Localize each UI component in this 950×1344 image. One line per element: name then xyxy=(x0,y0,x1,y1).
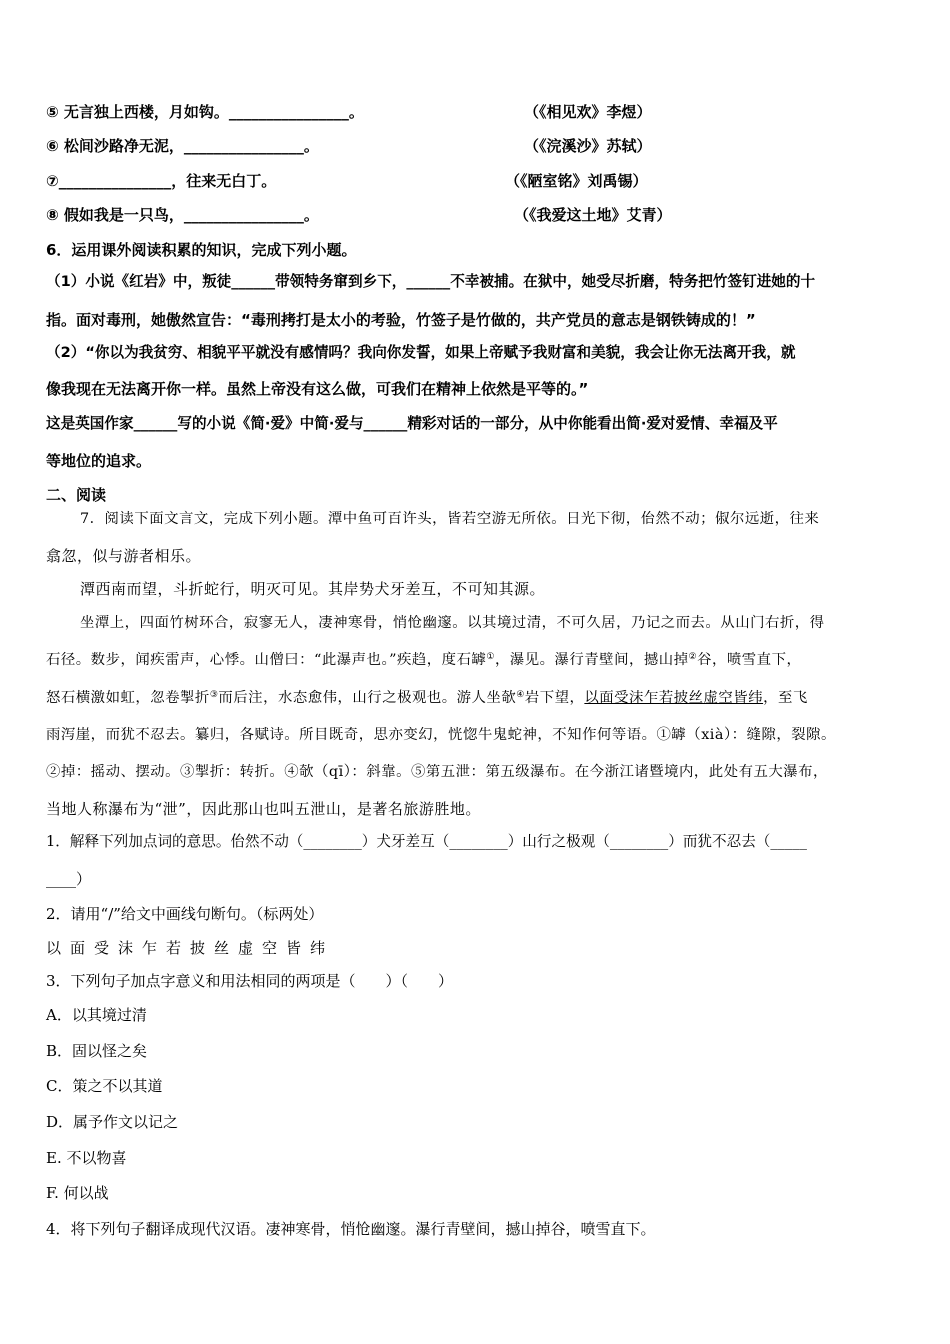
passage-para3-line5: ②掉：摇动、摆动。③掣折：转折。④欹（qī）：斜靠。⑤第五泄：第五级瀑布。在今浙江诸暨境内，此处有五大瀑布， xyxy=(46,764,828,780)
passage-text: 怒石横激如虹，忽卷掣折 xyxy=(46,690,210,706)
option-f: F. 何以战 xyxy=(46,1184,109,1202)
footnote-marker: ④ xyxy=(516,690,525,700)
passage-text: 谷，喷雪直下， xyxy=(697,652,802,668)
q6-part3-line2: 等地位的追求。 xyxy=(46,452,152,470)
footnote-marker: ① xyxy=(486,652,495,662)
passage-text: 岩下望， xyxy=(524,690,585,706)
option-b: B．固以怪之矣 xyxy=(46,1042,148,1060)
question-1-line2: ____） xyxy=(46,870,92,888)
question-1-line1: 1．解释下列加点词的意思。佁然不动（________）犬牙差互（________）山行之极观（________）而犹不忍去（_____ xyxy=(46,833,807,850)
passage-text: 石径。数步，闻疾雷声，心悸。山僧曰：“此瀑声也。”疾趋，度石罅 xyxy=(46,652,487,668)
poem-source-7: （《陋室铭》刘禹锡） xyxy=(505,172,648,190)
poem-line-7: ⑦_______________，往来无白丁。 xyxy=(46,172,277,190)
passage-para3-line3 xyxy=(46,688,808,708)
option-c: C．策之不以其道 xyxy=(46,1077,163,1095)
poem-line-8: ⑧ 假如我是一只鸟，________________。 xyxy=(46,206,319,224)
question-2-sentence: 以面受沫乍若披丝虚空皆纬 xyxy=(46,939,335,957)
passage-text: 而后注，水态愈伟，山行之极观也。游人坐欹 xyxy=(218,690,517,706)
poem-source-6: （《浣溪沙》苏轼） xyxy=(524,137,652,155)
footnote-marker: ③ xyxy=(209,690,219,700)
passage-para3-line6: 当地人称瀑布为“泄”，因此那山也叫五泄山，是著名旅游胜地。 xyxy=(46,800,481,818)
q6-part1-line2: 指。面对毒刑，她傲然宣告：“毒刑拷打是太小的考验，竹签子是竹做的，共产党员的意志是钢铁铸成的！” xyxy=(46,311,756,329)
option-a: A．以其境过清 xyxy=(46,1006,147,1024)
poem-source-5: （《相见欢》李煜） xyxy=(524,103,652,121)
passage-para2: 潭西南而望，斗折蛇行，明灭可见。其岸势犬牙差互，不可知其源。 xyxy=(80,580,546,598)
poem-source-8: （《我爱这土地》艾青） xyxy=(514,206,672,224)
passage-para3-line1: 坐潭上，四面竹树环合，寂寥无人，凄神寒骨，悄怆幽邃。以其境过清，不可久居，乃记之而去。从山门右折，得 xyxy=(80,615,825,631)
question-4: 4．将下列句子翻译成现代汉语。凄神寒骨，悄怆幽邃。瀑行青壁间，撼山掉谷，喷雪直下。 xyxy=(46,1220,656,1238)
option-d: D．属予作文以记之 xyxy=(46,1113,179,1131)
q7-intro-line2: 翕忽，似与游者相乐。 xyxy=(46,547,202,565)
section-heading-reading: 二、阅读 xyxy=(46,486,107,504)
poem-line-6: ⑥ 松间沙路净无泥，________________。 xyxy=(46,137,319,155)
underlined-sentence: 以面受沫乍若披丝虚空皆纬 xyxy=(584,690,764,706)
q7-intro-line1: 7．阅读下面文言文，完成下列小题。潭中鱼可百许头，皆若空游无所依。日光下彻，佁然不动；俶尔远逝，往来 xyxy=(80,511,820,527)
q6-part1-line1: （1）小说《红岩》中，叛徒______带领特务窜到乡下，______不幸被捕。在狱中，她受尽折磨，特务把竹签钉进她的十 xyxy=(46,273,816,290)
q6-part2-line1: （2）“你以为我贫穷、相貌平平就没有感情吗？我向你发誓，如果上帝赋予我财富和美貌，我会让你无法离开我，就 xyxy=(46,344,796,361)
q6-title: 6．运用课外阅读积累的知识，完成下列小题。 xyxy=(46,241,357,259)
option-e: E. 不以物喜 xyxy=(46,1149,127,1167)
question-3: 3．下列句子加点字意义和用法相同的两项是（ ）（ ） xyxy=(46,972,454,990)
q6-part2-line2: 像我现在无法离开你一样。虽然上帝没有这么做，可我们在精神上依然是平等的。” xyxy=(46,380,589,398)
passage-text: ，瀑见。瀑行青壁间，撼山掉 xyxy=(494,652,689,668)
q6-part3-line1: 这是英国作家______写的小说《简·爱》中简·爱与______精彩对话的一部分，从中你能看出简·爱对爱情、幸福及平 xyxy=(46,415,778,432)
poem-line-5: ⑤ 无言独上西楼，月如钩。________________。 xyxy=(46,103,364,121)
question-2: 2．请用“/”给文中画线句断句。（标两处） xyxy=(46,905,324,923)
footnote-marker: ② xyxy=(688,652,698,662)
passage-para3-line4: 雨泻崖，而犹不忍去。纂归，各赋诗。所目既奇，思亦变幻，恍惚牛鬼蛇神，不知作何等语。①罅（xià）：缝隙，裂隙。 xyxy=(46,727,836,743)
passage-para3-line2 xyxy=(46,650,801,670)
passage-text: ，至飞 xyxy=(763,690,808,706)
